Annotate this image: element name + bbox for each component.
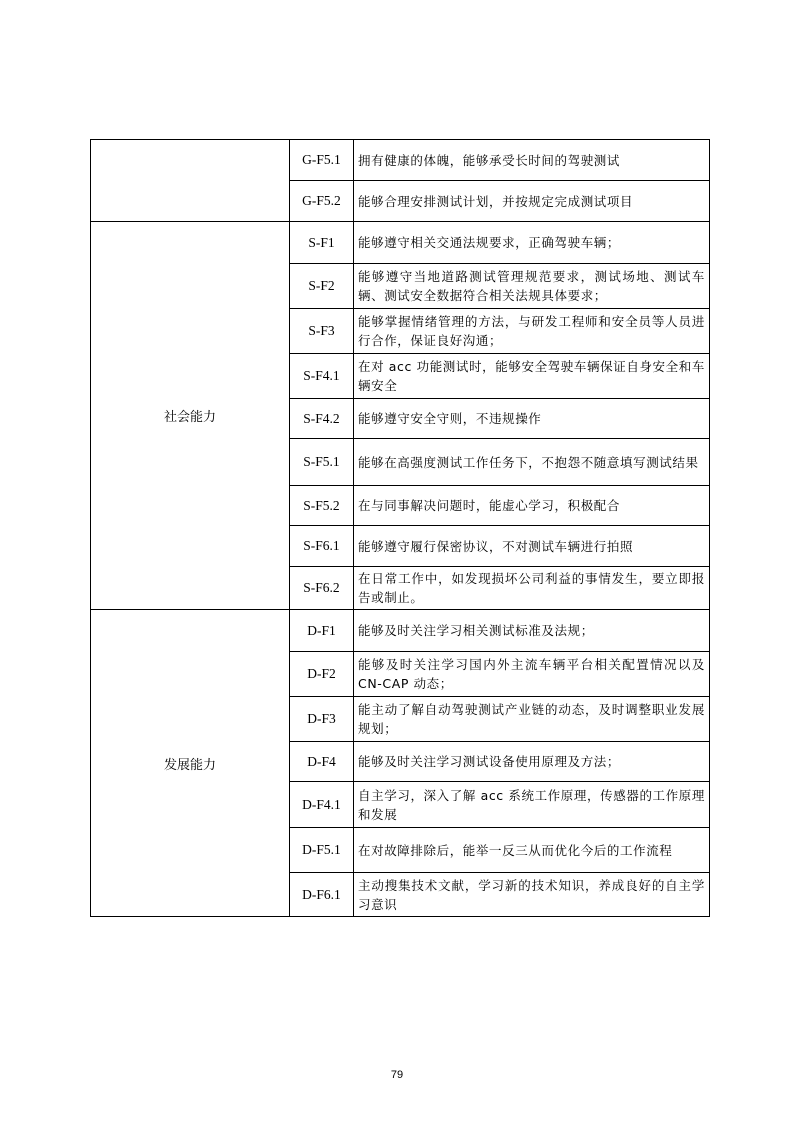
code-cell: S-F2 <box>290 264 354 309</box>
table-row <box>91 610 710 652</box>
code-cell: S-F5.2 <box>290 486 354 526</box>
category-cell-development: 发展能力 <box>91 610 290 917</box>
page-number: 79 <box>390 1069 404 1081</box>
description-cell: 能够及时关注学习测试设备使用原理及方法； <box>354 742 710 782</box>
description-cell: 能够在高强度测试工作任务下，不抱怨不随意填写测试结果 <box>354 439 710 486</box>
description-cell: 在对 acc 功能测试时，能够安全驾驶车辆保证自身安全和车辆安全 <box>354 354 710 399</box>
code-cell: S-F1 <box>290 222 354 264</box>
code-cell: D-F5.1 <box>290 828 354 873</box>
category-cell-empty <box>91 140 290 222</box>
code-cell: D-F1 <box>290 610 354 652</box>
description-cell: 能够及时关注学习相关测试标准及法规； <box>354 610 710 652</box>
description-cell: 在与同事解决问题时，能虚心学习，积极配合 <box>354 486 710 526</box>
code-cell: G-F5.1 <box>290 140 354 181</box>
code-cell: D-F3 <box>290 697 354 742</box>
competency-table <box>90 139 710 917</box>
category-cell-social: 社会能力 <box>91 222 290 610</box>
description-cell: 能够遵守安全守则，不违规操作 <box>354 399 710 439</box>
description-cell: 拥有健康的体魄，能够承受长时间的驾驶测试 <box>354 140 710 181</box>
description-cell: 能够及时关注学习国内外主流车辆平台相关配置情况以及 CN-CAP 动态； <box>354 652 710 697</box>
description-cell: 能够遵守相关交通法规要求，正确驾驶车辆； <box>354 222 710 264</box>
code-cell: G-F5.2 <box>290 181 354 222</box>
description-cell: 能够遵守当地道路测试管理规范要求，测试场地、测试车辆、测试安全数据符合相关法规具体要求； <box>354 264 710 309</box>
description-cell: 能主动了解自动驾驶测试产业链的动态，及时调整职业发展规划； <box>354 697 710 742</box>
description-cell: 自主学习，深入了解 acc 系统工作原理，传感器的工作原理和发展 <box>354 782 710 828</box>
description-cell: 能够遵守履行保密协议，不对测试车辆进行拍照 <box>354 526 710 567</box>
code-cell: D-F4 <box>290 742 354 782</box>
code-cell: D-F2 <box>290 652 354 697</box>
code-cell: S-F3 <box>290 309 354 354</box>
description-cell: 能够掌握情绪管理的方法，与研发工程师和安全员等人员进行合作，保证良好沟通； <box>354 309 710 354</box>
code-cell: D-F4.1 <box>290 782 354 828</box>
description-cell: 主动搜集技术文献，学习新的技术知识，养成良好的自主学习意识 <box>354 873 710 917</box>
code-cell: S-F4.1 <box>290 354 354 399</box>
description-cell: 在对故障排除后，能举一反三从而优化今后的工作流程 <box>354 828 710 873</box>
code-cell: S-F5.1 <box>290 439 354 486</box>
code-cell: S-F6.1 <box>290 526 354 567</box>
code-cell: D-F6.1 <box>290 873 354 917</box>
description-cell: 能够合理安排测试计划，并按规定完成测试项目 <box>354 181 710 222</box>
code-cell: S-F6.2 <box>290 567 354 610</box>
table-row <box>91 222 710 264</box>
description-cell: 在日常工作中，如发现损坏公司利益的事情发生，要立即报告或制止。 <box>354 567 710 610</box>
table-row <box>91 140 710 181</box>
code-cell: S-F4.2 <box>290 399 354 439</box>
